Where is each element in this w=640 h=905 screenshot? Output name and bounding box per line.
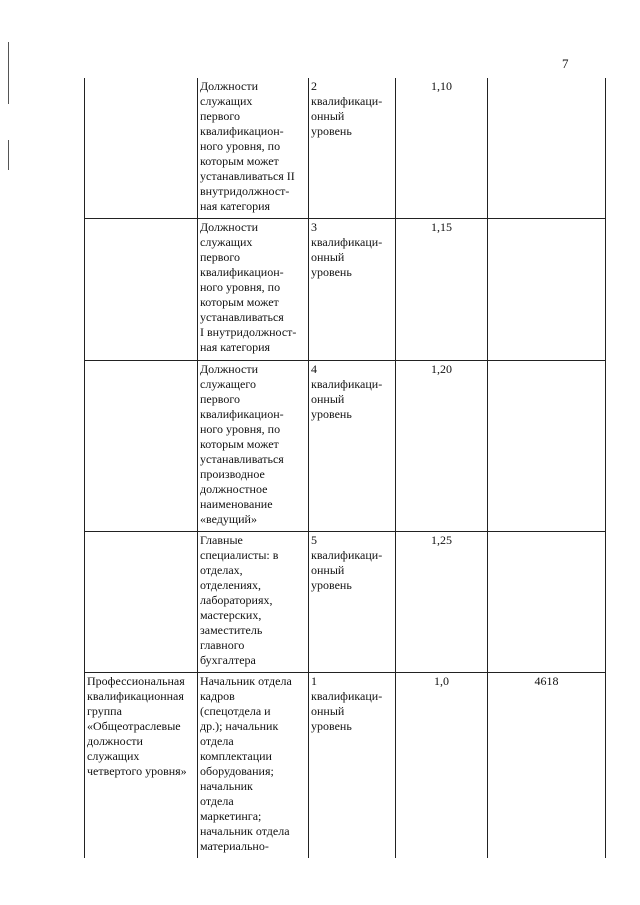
salary-cell xyxy=(488,78,606,218)
table-row xyxy=(85,218,606,360)
level-text: 5 квалификаци- онный уровень xyxy=(311,532,383,592)
scan-margin-mark xyxy=(8,42,9,104)
level-text: 1 квалификаци- онный уровень xyxy=(311,673,383,733)
salary-cell xyxy=(488,218,606,360)
table-row xyxy=(85,360,606,531)
position-text: Должности служащих первого квалификацион- ного уровня, по которым может устанавливаться II внутридолжност- ная категория xyxy=(200,79,295,213)
level-cell xyxy=(309,531,396,672)
level-cell xyxy=(309,672,396,858)
group-cell xyxy=(85,531,198,672)
position-cell xyxy=(198,672,309,858)
coefficient-value: 1,15 xyxy=(431,219,452,234)
position-text: Должности служащего первого квалификацион- ного уровня, по которым может устанавливаться производное должностное наименование «ведущий» xyxy=(200,361,284,526)
coefficient-cell xyxy=(396,78,488,218)
coefficient-value: 1,20 xyxy=(431,361,452,376)
coefficient-value: 1,25 xyxy=(431,532,452,547)
salary-cell xyxy=(488,531,606,672)
table-row xyxy=(85,531,606,672)
position-cell xyxy=(198,78,309,218)
position-text: Должности служащих первого квалификацион- ного уровня, по которым может устанавливаться I внутридолжност- ная категория xyxy=(200,219,297,354)
group-cell xyxy=(85,78,198,218)
salary-cell xyxy=(488,360,606,531)
group-cell xyxy=(85,218,198,360)
page-number: 7 xyxy=(562,56,569,71)
table-row xyxy=(85,78,606,218)
level-text: 3 квалификаци- онный уровень xyxy=(311,219,383,279)
position-cell xyxy=(198,218,309,360)
level-cell xyxy=(309,218,396,360)
salary-value: 4618 xyxy=(534,673,559,688)
coefficient-value: 1,10 xyxy=(431,79,452,93)
coefficient-cell xyxy=(396,218,488,360)
position-cell xyxy=(198,531,309,672)
salary-cell xyxy=(488,672,606,858)
level-cell xyxy=(309,78,396,218)
table-row xyxy=(85,672,606,858)
coefficient-cell xyxy=(396,531,488,672)
level-text: 4 квалификаци- онный уровень xyxy=(311,361,383,421)
group-text: Профессиональная квалификационная группа «Общеотраслевые должности служащих четвертого уровня» xyxy=(87,673,187,778)
group-cell xyxy=(85,672,198,858)
salary-coefficient-table xyxy=(84,78,606,858)
position-cell xyxy=(198,360,309,531)
coefficient-cell xyxy=(396,672,488,858)
level-cell xyxy=(309,360,396,531)
coefficient-value: 1,0 xyxy=(434,673,449,688)
position-text: Начальник отдела кадров (спецотдела и др.); начальник отдела комплектации оборудования; начальник отдела маркетинга; начальник отдела материально- xyxy=(200,673,292,853)
scan-margin-mark xyxy=(8,140,9,170)
group-cell xyxy=(85,360,198,531)
coefficient-cell xyxy=(396,360,488,531)
level-text: 2 квалификаци- онный уровень xyxy=(311,79,383,138)
position-text: Главные специалисты: в отделах, отделениях, лабораториях, мастерских, заместитель главного бухгалтера xyxy=(200,532,279,667)
